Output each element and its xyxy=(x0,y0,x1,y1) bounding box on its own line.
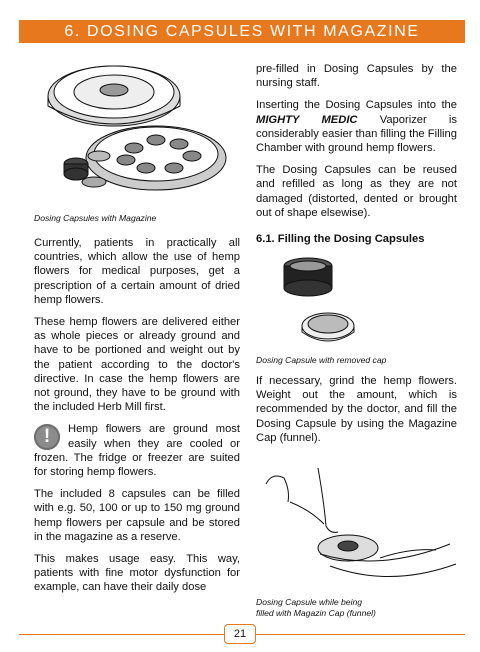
right-column xyxy=(256,62,457,246)
capsule-illustration xyxy=(276,254,366,350)
left-paragraph-3: The included 8 capsules can be filled with e.g. 50, 100 or up to 150 mg ground hemp flowers per capsule and be stored in the magazine as a reserve. xyxy=(34,488,240,543)
header-title: 6. DOSING CAPSULES WITH MAGAZINE xyxy=(64,23,420,40)
section-heading: 6.1. Filling the Dosing Capsules xyxy=(256,233,425,246)
right-paragraph-3: The Dosing Capsules can be reused and refilled as long as they are not damaged (distorted, dented or brought out of shape elsewise). xyxy=(256,164,457,219)
note-text: Hemp flowers are ground most easily when they are cooled or frozen. The fridge or freezer are suited for storing hemp flowers. xyxy=(34,423,240,479)
right-paragraph-2 xyxy=(256,98,457,155)
magazine-illustration xyxy=(34,60,230,210)
left-paragraph-4: This makes usage easy. This way, patients with fine motor dysfunction for example, can have their daily dose xyxy=(34,553,240,594)
magazine-caption: Dosing Capsules with Magazine xyxy=(34,213,157,223)
exclamation-icon: ! xyxy=(34,424,60,450)
right-paragraph-2-start: Inserting the Dosing Capsules into the xyxy=(256,99,457,112)
left-paragraph-2: These hemp flowers are delivered either as whole pieces or already ground and have to be portioned and weight out by the patient according to the doctor's directive. In case the hemp flowers are not ground, they have to be ground with the included Herb Mill first. xyxy=(34,316,240,414)
right-column-lower xyxy=(256,374,457,453)
filling-caption-line-1: Dosing Capsule while being xyxy=(256,597,363,607)
right-paragraph-4: If necessary, grind the hemp flowers. Weight out the amount, which is recommended by the doctor, and fill the Dosing Capsule by using the Magazine Cap (funnel). xyxy=(256,375,457,444)
note-box xyxy=(34,422,240,479)
brand-name: MIGHTY MEDIC xyxy=(256,113,358,126)
filling-caption-line-2: filled with Magazin Cap (funnel) xyxy=(256,608,376,618)
left-paragraph-1: Currently, patients in practically all countries, which allow the use of hemp flowers for medical purposes, get a prescription of a certain amount of dried hemp flowers. xyxy=(34,237,240,306)
filling-illustration xyxy=(260,462,460,592)
left-column xyxy=(34,236,240,603)
page-number: 21 xyxy=(224,624,256,644)
right-paragraph-1: pre-filled in Dosing Capsules by the nursing staff. xyxy=(256,63,457,90)
page-header xyxy=(19,20,465,43)
removed-cap-caption: Dosing Capsule with removed cap xyxy=(256,355,387,365)
right-paragraph-2-end: Vaporizer is considerably easier than filling the Filling Chamber with ground hemp flowers. xyxy=(256,113,457,155)
